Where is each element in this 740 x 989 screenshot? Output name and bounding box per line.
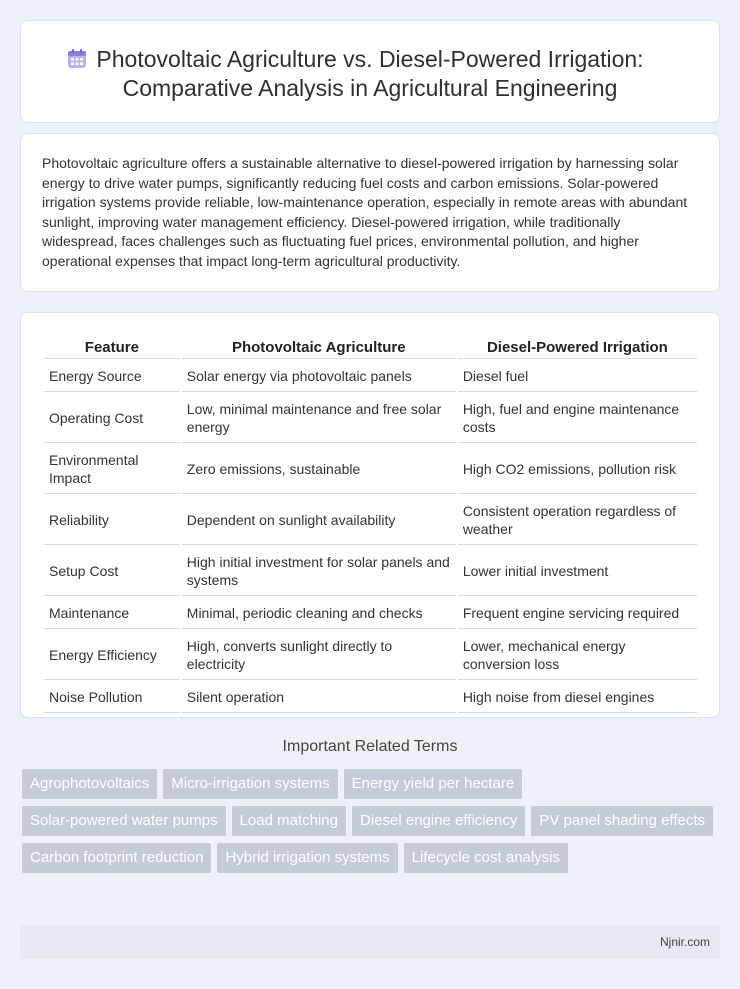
header-diesel: Diesel-Powered Irrigation [458, 335, 697, 359]
related-terms-list [22, 769, 722, 873]
header-photovoltaic: Photovoltaic Agriculture [182, 335, 456, 359]
table-row [44, 598, 697, 629]
feature-cell: Environmental Impact [44, 445, 180, 494]
table-row [44, 496, 697, 545]
related-term-chip[interactable]: Carbon footprint reduction [22, 843, 211, 873]
related-term-chip[interactable]: Lifecycle cost analysis [404, 843, 568, 873]
footer-bar [20, 925, 720, 959]
page-title-line-1: Photovoltaic Agriculture vs. Diesel-Powered Irrigation: [96, 46, 644, 72]
footer-site-link[interactable]: Njnir.com [659, 935, 710, 949]
table-row [44, 361, 697, 392]
table-row [44, 394, 697, 443]
related-term-chip[interactable]: Energy yield per hectare [344, 769, 523, 799]
feature-cell: Maintenance [44, 598, 180, 629]
diesel-cell: Consistent operation regardless of weather [458, 496, 697, 545]
intro-card [20, 133, 720, 292]
intro-paragraph: Photovoltaic agriculture offers a sustainable alternative to diesel-powered irrigation by harnessing solar energy to drive water pumps, significantly reducing fuel costs and carbon emissions. Solar-powered irrigation systems provide reliable, low-maintenance operation, especially in remote areas with abundant sunlight, improving water management efficiency. Diesel-powered irrigation, while traditionally widespread, faces challenges such as fluctuating fuel prices, environmental pollution, and higher operational expenses that impact long-term agricultural productivity. [42, 155, 688, 269]
diesel-cell: Lower initial investment [458, 547, 697, 596]
related-term-chip[interactable]: Hybrid irrigation systems [217, 843, 397, 873]
comparison-table-card [20, 312, 720, 718]
photovoltaic-cell: Minimal, periodic cleaning and checks [182, 598, 456, 629]
related-term-chip[interactable]: Agrophotovoltaics [22, 769, 157, 799]
diesel-cell: Frequent engine servicing required [458, 598, 697, 629]
diesel-cell: High, fuel and engine maintenance costs [458, 394, 697, 443]
page-title-line-2: Comparative Analysis in Agricultural Engineering [122, 75, 618, 101]
table-row [44, 547, 697, 596]
diesel-cell: High noise from diesel engines [458, 682, 697, 713]
related-term-chip[interactable]: Load matching [232, 806, 346, 836]
photovoltaic-cell: Zero emissions, sustainable [182, 445, 456, 494]
table-header-row [44, 335, 697, 359]
page-title [21, 45, 719, 103]
related-term-chip[interactable]: Diesel engine efficiency [352, 806, 525, 836]
diesel-cell: Lower, mechanical energy conversion loss [458, 631, 697, 680]
feature-cell: Setup Cost [44, 547, 180, 596]
feature-cell: Noise Pollution [44, 682, 180, 713]
related-term-chip[interactable]: Micro-irrigation systems [163, 769, 337, 799]
photovoltaic-cell: Solar energy via photovoltaic panels [182, 361, 456, 392]
related-terms-title: Important Related Terms [282, 738, 458, 755]
table-row [44, 682, 697, 713]
photovoltaic-cell: High initial investment for solar panels and systems [182, 547, 456, 596]
photovoltaic-cell: Low, minimal maintenance and free solar energy [182, 394, 456, 443]
related-term-chip[interactable]: Solar-powered water pumps [22, 806, 226, 836]
photovoltaic-cell: High, converts sunlight directly to electricity [182, 631, 456, 680]
header-card [20, 20, 720, 123]
feature-cell: Reliability [44, 496, 180, 545]
feature-cell: Operating Cost [44, 394, 180, 443]
table-row [44, 445, 697, 494]
table-row [44, 631, 697, 680]
photovoltaic-cell: Dependent on sunlight availability [182, 496, 456, 545]
comparison-table [42, 333, 699, 715]
feature-cell: Energy Source [44, 361, 180, 392]
header-feature: Feature [44, 335, 180, 359]
diesel-cell: High CO2 emissions, pollution risk [458, 445, 697, 494]
diesel-cell: Diesel fuel [458, 361, 697, 392]
photovoltaic-cell: Silent operation [182, 682, 456, 713]
feature-cell: Energy Efficiency [44, 631, 180, 680]
related-term-chip[interactable]: PV panel shading effects [531, 806, 713, 836]
